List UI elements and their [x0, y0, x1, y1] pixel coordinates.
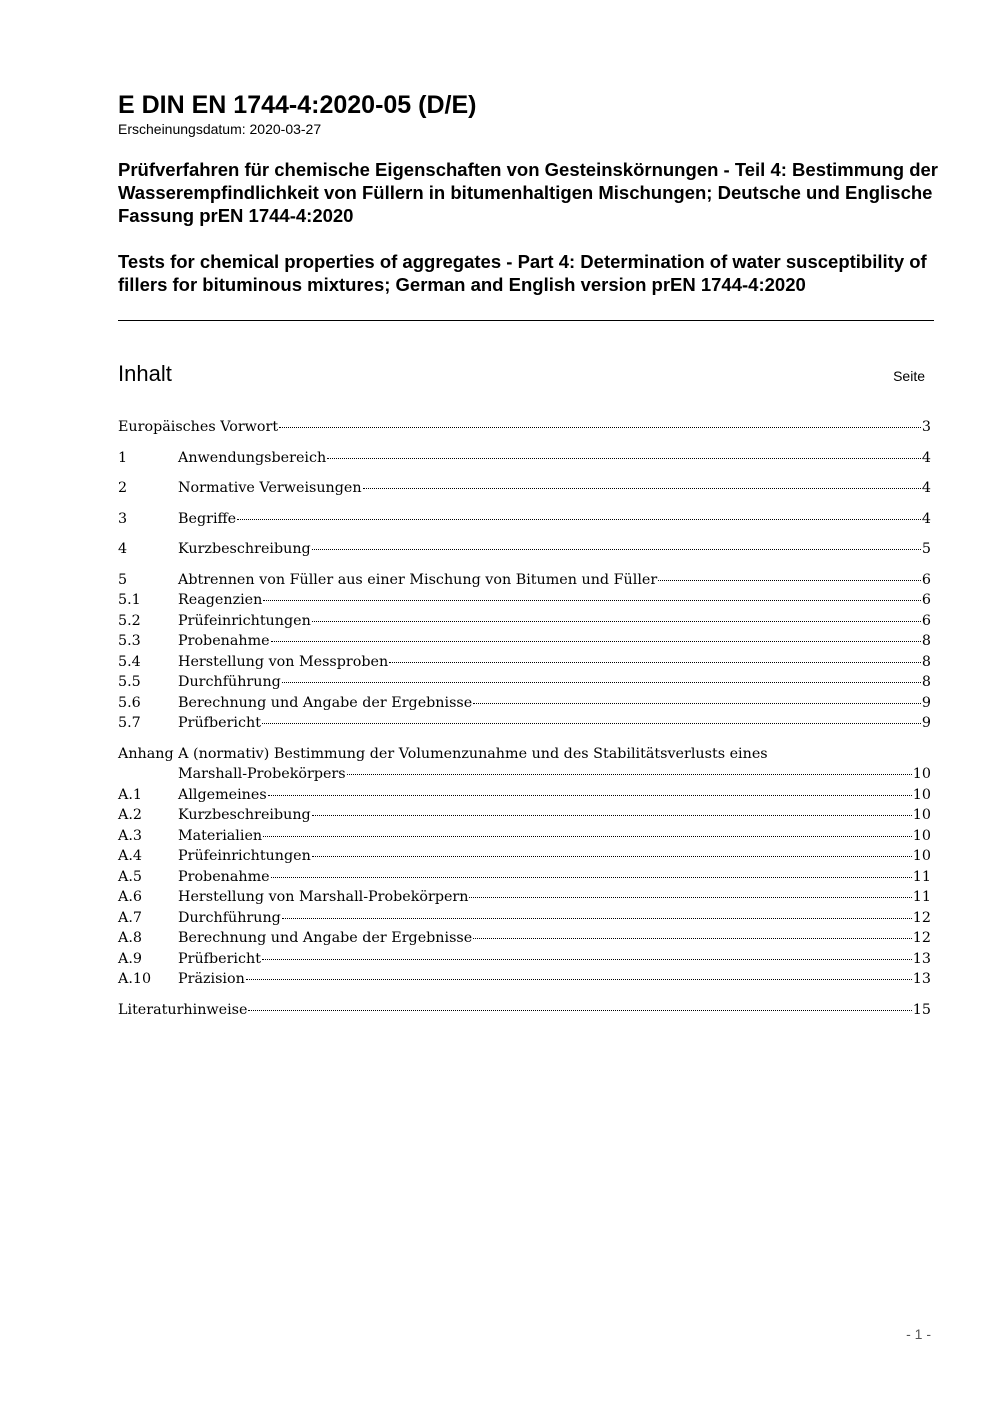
- toc-entry-number: 5.7: [118, 715, 141, 731]
- toc-entry-annex-title[interactable]: Anhang A (normativ) Bestimmung der Volumenzunahme und des Stabilitätsverlusts eines: [118, 746, 768, 762]
- toc-dot-leader: [248, 1010, 911, 1011]
- toc-entry[interactable]: [118, 887, 931, 907]
- toc-entry-number: A.7: [118, 910, 142, 926]
- toc-entry-page: 5: [921, 541, 931, 557]
- toc-entry[interactable]: [118, 570, 931, 590]
- toc-dot-leader: [469, 897, 911, 898]
- toc-entry-label: Kurzbeschreibung: [178, 541, 311, 557]
- toc-dot-leader: [658, 580, 921, 581]
- toc-entry-label: Begriffe: [178, 511, 237, 527]
- toc-entry-label: Herstellung von Messproben: [178, 654, 389, 670]
- toc-dot-leader: [268, 795, 912, 796]
- toc-dot-leader: [271, 877, 912, 878]
- toc-entry-label: Durchführung: [178, 910, 281, 926]
- toc-entry-page: 11: [912, 889, 931, 905]
- toc-entry-label: Allgemeines: [178, 787, 267, 803]
- toc-dot-leader: [389, 662, 921, 663]
- toc-dot-leader: [262, 959, 912, 960]
- toc-entry-page: 15: [912, 1002, 931, 1018]
- toc-entry[interactable]: [118, 969, 931, 989]
- toc-entry-label: Probenahme: [178, 869, 270, 885]
- toc-entry-number: 5.2: [118, 613, 141, 629]
- toc-entry-page: 12: [912, 910, 931, 926]
- toc-entry-number: A.2: [118, 807, 142, 823]
- toc-entry-label: Herstellung von Marshall-Probekörpern: [178, 889, 469, 905]
- toc-entry-page: 4: [921, 511, 931, 527]
- toc-dot-leader: [312, 549, 921, 550]
- toc-entry[interactable]: [118, 478, 931, 498]
- toc-entry-label: Berechnung und Angabe der Ergebnisse: [178, 695, 473, 711]
- toc-entry[interactable]: [118, 672, 931, 692]
- toc-dot-leader: [279, 427, 921, 428]
- toc-entry-number: A.8: [118, 930, 142, 946]
- toc-entry-label: Europäisches Vorwort: [118, 419, 279, 435]
- toc-entry-page: 10: [912, 828, 931, 844]
- toc-entry-label: Anwendungsbereich: [178, 450, 327, 466]
- toc-entry-page: 9: [921, 695, 931, 711]
- toc-entry-number: 2: [118, 480, 128, 496]
- toc-entry-label: Normative Verweisungen: [178, 480, 362, 496]
- toc-entry-page: 13: [912, 971, 931, 987]
- toc-entry[interactable]: [118, 867, 931, 887]
- toc-entry[interactable]: [118, 1000, 931, 1020]
- toc-entry-page: 6: [921, 572, 931, 588]
- toc-entry-label: Prüfeinrichtungen: [178, 848, 311, 864]
- toc-entry-number: 5.4: [118, 654, 141, 670]
- toc-dot-leader: [473, 703, 921, 704]
- toc-entry-label: Durchführung: [178, 674, 281, 690]
- toc-entry-number: 5.5: [118, 674, 141, 690]
- toc-entry-label: Abtrennen von Füller aus einer Mischung von Bitumen und Füller: [178, 572, 658, 588]
- toc-entry[interactable]: [118, 590, 931, 610]
- toc-entry-page: 12: [912, 930, 931, 946]
- toc-entry-number: 5: [118, 572, 128, 588]
- toc-entry-label: Marshall-Probekörpers: [178, 766, 346, 782]
- toc-entry-label: Prüfbericht: [178, 715, 261, 731]
- toc-entry[interactable]: [118, 785, 931, 805]
- toc-entry-page: 10: [912, 766, 931, 782]
- toc-entry-label: Prüfbericht: [178, 951, 261, 967]
- toc-entry[interactable]: [118, 908, 931, 928]
- toc-entry-page: 8: [921, 674, 931, 690]
- publication-date: Erscheinungsdatum: 2020-03-27: [118, 121, 322, 137]
- toc-entry[interactable]: [118, 693, 931, 713]
- toc-entry-label: Präzision: [178, 971, 245, 987]
- toc-entry-page: 9: [921, 715, 931, 731]
- toc-entry[interactable]: [118, 631, 931, 651]
- toc-entry-number: 1: [118, 450, 128, 466]
- toc-dot-leader: [327, 458, 921, 459]
- toc-entry[interactable]: [118, 417, 931, 437]
- toc-entry-label: Literaturhinweise: [118, 1002, 248, 1018]
- toc-entry-number: 5.1: [118, 592, 141, 608]
- toc-entry-page: 13: [912, 951, 931, 967]
- toc-dot-leader: [271, 641, 921, 642]
- page-number: - 1 -: [906, 1326, 931, 1342]
- toc-entry[interactable]: [118, 764, 931, 784]
- toc-dot-leader: [282, 682, 921, 683]
- toc-entry-number: A.9: [118, 951, 142, 967]
- toc-entry-page: 10: [912, 807, 931, 823]
- toc-entry[interactable]: [118, 713, 931, 733]
- toc-entry-page: 3: [921, 419, 931, 435]
- toc-entry-page: 4: [921, 450, 931, 466]
- toc-entry-page: 6: [921, 613, 931, 629]
- toc-entry[interactable]: [118, 652, 931, 672]
- toc-entry-label: Prüfeinrichtungen: [178, 613, 311, 629]
- toc-entry-number: 3: [118, 511, 128, 527]
- toc-entry-page: 4: [921, 480, 931, 496]
- toc-dot-leader: [246, 979, 912, 980]
- toc-dot-leader: [262, 723, 921, 724]
- toc-entry[interactable]: [118, 448, 931, 468]
- toc-entry[interactable]: [118, 949, 931, 969]
- toc-entry-label: Kurzbeschreibung: [178, 807, 311, 823]
- toc-entry-number: 5.3: [118, 633, 141, 649]
- toc-dot-leader: [312, 621, 921, 622]
- toc-entry[interactable]: [118, 846, 931, 866]
- toc-entry-page: 11: [912, 869, 931, 885]
- toc-entry[interactable]: [118, 928, 931, 948]
- toc-entry-page: 8: [921, 633, 931, 649]
- toc-dot-leader: [237, 519, 921, 520]
- toc-entry-label: Reagenzien: [178, 592, 263, 608]
- toc-entry-page: 10: [912, 848, 931, 864]
- toc-dot-leader: [363, 488, 921, 489]
- title-english: Tests for chemical properties of aggregates - Part 4: Determination of water susceptibility of fillers for bituminous mixtures; German and English version prEN 1744-4:2020: [118, 251, 927, 295]
- toc-entry[interactable]: [118, 805, 931, 825]
- toc-entry-page: 8: [921, 654, 931, 670]
- toc-page-column-heading: Seite: [893, 368, 925, 384]
- document-id: E DIN EN 1744-4:2020-05 (D/E): [118, 91, 477, 119]
- toc-dot-leader: [347, 774, 912, 775]
- toc-entry-number: 5.6: [118, 695, 141, 711]
- toc-entry-number: A.4: [118, 848, 142, 864]
- toc-heading: Inhalt: [118, 361, 172, 386]
- toc-entry[interactable]: [118, 826, 931, 846]
- toc-entry-label: Materialien: [178, 828, 263, 844]
- toc-entry-label: Berechnung und Angabe der Ergebnisse: [178, 930, 473, 946]
- toc-entry-number: A.3: [118, 828, 142, 844]
- toc-dot-leader: [473, 938, 912, 939]
- toc-entry-number: A.6: [118, 889, 142, 905]
- toc-entry-label: Probenahme: [178, 633, 270, 649]
- toc-entry-number: A.5: [118, 869, 142, 885]
- toc-dot-leader: [282, 918, 912, 919]
- toc-dot-leader: [312, 856, 912, 857]
- toc-entry-page: 10: [912, 787, 931, 803]
- toc-entry[interactable]: [118, 611, 931, 631]
- toc-entry-number: 4: [118, 541, 128, 557]
- toc-entry-number: A.10: [118, 971, 152, 987]
- toc-entry[interactable]: [118, 539, 931, 559]
- toc-entry[interactable]: [118, 509, 931, 529]
- title-divider: [118, 320, 934, 321]
- toc-dot-leader: [312, 815, 912, 816]
- toc-dot-leader: [263, 836, 912, 837]
- toc-entry-number: A.1: [118, 787, 142, 803]
- toc-dot-leader: [263, 600, 921, 601]
- toc-entry-page: 6: [921, 592, 931, 608]
- title-german: Prüfverfahren für chemische Eigenschaften von Gesteinskörnungen - Teil 4: Bestimmung der Wasserempfindlichkeit von Füllern in bitumenhaltigen Mischungen; Deutsche und Englische Fassung prEN 1744-4:2020: [118, 159, 939, 226]
